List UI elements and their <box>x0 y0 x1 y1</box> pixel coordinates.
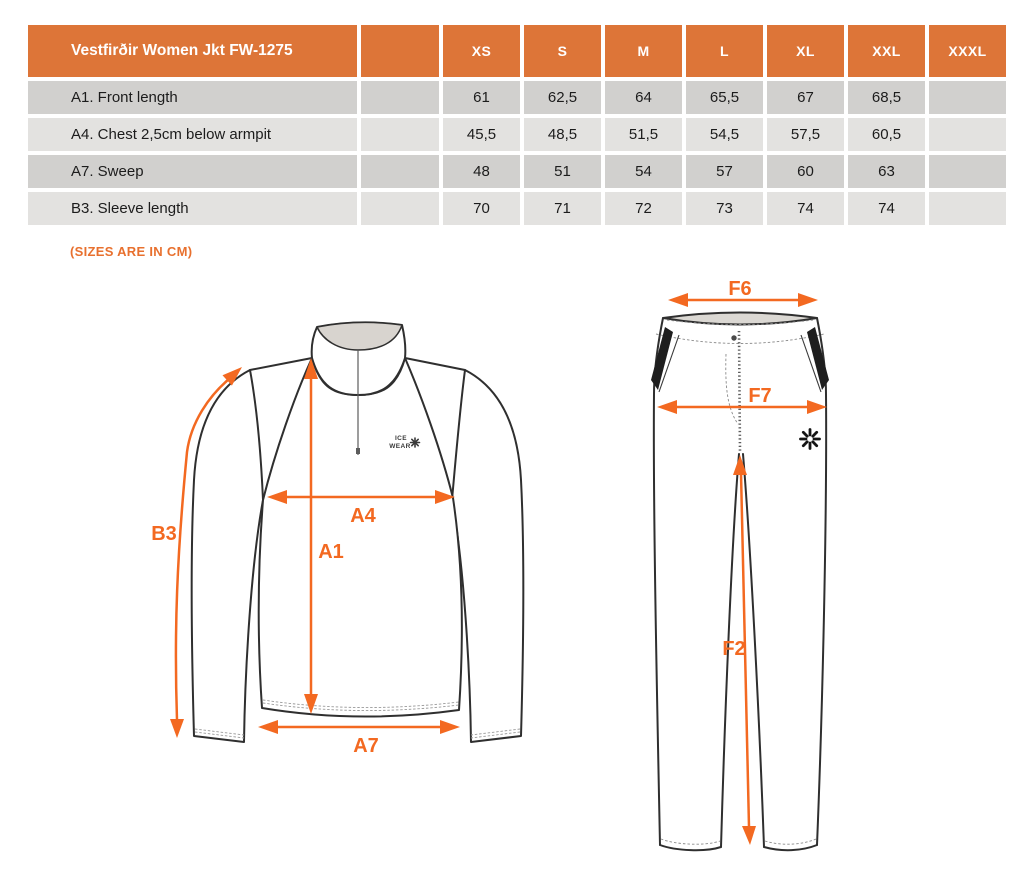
jacket-diagram <box>135 300 615 770</box>
size-col-header-l: L <box>686 25 763 77</box>
measurement-cell: 72 <box>605 192 682 225</box>
product-title: Vestfirðir Women Jkt FW-1275 <box>28 25 357 77</box>
sweep-measure-label: A7 <box>353 735 379 757</box>
pants-left-outseam <box>654 318 663 845</box>
table-header-blank-cell <box>361 25 439 77</box>
size-col-header-xs: XS <box>443 25 520 77</box>
jacket-left-sleeve <box>192 370 263 742</box>
measurement-cell: 51,5 <box>605 118 682 151</box>
jacket-right-shoulder-seam <box>405 358 465 370</box>
chest-measure-label: A4 <box>350 505 376 527</box>
left-pocket-trim <box>651 327 673 390</box>
measurement-cell <box>929 155 1006 188</box>
arrowhead <box>258 720 278 734</box>
brand-logo-text-line1: ICE <box>394 435 408 442</box>
measurement-cell: 60,5 <box>848 118 925 151</box>
inseam-measure-label: F2 <box>722 638 746 660</box>
arrowhead <box>657 400 677 414</box>
brand-logo-text-line2: WEAR <box>389 443 411 450</box>
pants-left-hem <box>660 845 721 850</box>
measurement-cell: 48 <box>443 155 520 188</box>
arrowhead <box>668 293 688 307</box>
measurement-cell: 61 <box>443 81 520 114</box>
size-table <box>28 25 1006 229</box>
measurement-cell: 70 <box>443 192 520 225</box>
table-row-sweep <box>28 155 1006 188</box>
measurement-cell: 67 <box>767 81 844 114</box>
blank-cell <box>361 155 439 188</box>
table-row-front-length <box>28 81 1006 114</box>
measurement-cell: 60 <box>767 155 844 188</box>
measurement-cell: 64 <box>605 81 682 114</box>
size-col-header-m: M <box>605 25 682 77</box>
right-pocket-trim <box>807 327 829 390</box>
row-label: A4. Chest 2,5cm below armpit <box>28 118 357 151</box>
measurement-cell: 73 <box>686 192 763 225</box>
jacket-zip-pull <box>356 448 360 454</box>
measurement-cell: 57,5 <box>767 118 844 151</box>
right-hem-stitch <box>765 839 816 844</box>
measurement-cell: 68,5 <box>848 81 925 114</box>
arrowhead <box>733 455 747 475</box>
measurement-cell <box>929 118 1006 151</box>
pants-diagram <box>630 278 860 873</box>
table-header-row <box>28 25 1006 77</box>
measurement-cell: 71 <box>524 192 601 225</box>
sleeve-measure-label: B3 <box>151 523 177 545</box>
blank-cell <box>361 192 439 225</box>
zipper-teeth <box>739 331 740 452</box>
measurement-cell: 65,5 <box>686 81 763 114</box>
measurement-cell <box>929 81 1006 114</box>
measurement-cell: 74 <box>767 192 844 225</box>
measurement-cell: 54,5 <box>686 118 763 151</box>
fly-stitch <box>726 354 738 424</box>
measurement-cell: 48,5 <box>524 118 601 151</box>
table-row-sleeve-length <box>28 192 1006 225</box>
pants-right-outseam <box>817 318 826 845</box>
brand-snowflake-icon <box>411 438 420 447</box>
blank-cell <box>361 118 439 151</box>
pants-waistband <box>663 313 817 325</box>
waist-button <box>731 335 736 340</box>
waist-measure-label: F6 <box>728 278 752 300</box>
sizes-unit-note: (SIZES ARE IN CM) <box>70 244 193 259</box>
arrowhead <box>170 719 184 738</box>
blank-cell <box>361 81 439 114</box>
table-row-chest <box>28 118 1006 151</box>
measurement-cell: 45,5 <box>443 118 520 151</box>
arrowhead <box>807 400 827 414</box>
size-col-header-s: S <box>524 25 601 77</box>
row-label: A1. Front length <box>28 81 357 114</box>
arrowhead <box>798 293 818 307</box>
row-label: B3. Sleeve length <box>28 192 357 225</box>
measurement-cell: 51 <box>524 155 601 188</box>
jacket-left-shoulder-seam <box>250 358 312 370</box>
size-col-header-xl: XL <box>767 25 844 77</box>
row-label: A7. Sweep <box>28 155 357 188</box>
measurement-cell: 63 <box>848 155 925 188</box>
measurement-cell <box>929 192 1006 225</box>
front-length-measure-label: A1 <box>318 541 344 563</box>
measurement-cell: 54 <box>605 155 682 188</box>
measurement-cell: 62,5 <box>524 81 601 114</box>
jacket-right-sleeve <box>452 370 523 742</box>
hip-measure-label: F7 <box>748 385 772 407</box>
pants-snowflake-icon <box>801 430 820 449</box>
arrowhead <box>440 720 460 734</box>
measurement-cell: 57 <box>686 155 763 188</box>
arrowhead <box>742 826 756 845</box>
left-hem-stitch <box>661 839 720 844</box>
pants-right-hem <box>764 845 817 850</box>
measurement-cell: 74 <box>848 192 925 225</box>
jacket-body <box>259 358 462 717</box>
size-col-header-xxl: XXL <box>848 25 925 77</box>
size-col-header-xxxl: XXXL <box>929 25 1006 77</box>
